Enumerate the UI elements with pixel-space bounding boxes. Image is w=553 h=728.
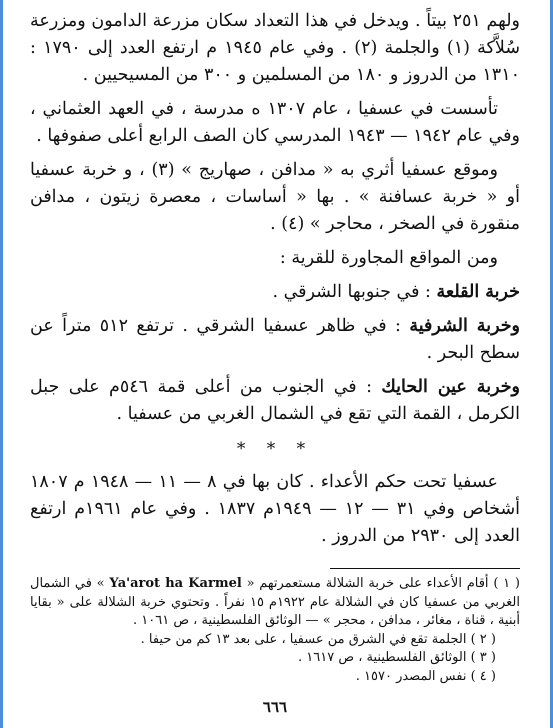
footnote-1-latin-name: Ya'arot ha Karmel bbox=[109, 576, 242, 591]
footnote-divider bbox=[330, 568, 520, 569]
site-item bbox=[30, 313, 520, 367]
footnote-1-lead: ( ١ ) أقام الأعداء على خربة الشلالة مستعمرتهم « bbox=[246, 576, 520, 591]
paragraph-nearby-intro: ومن المواقع المجاورة للقرية : bbox=[279, 248, 498, 268]
site-item bbox=[30, 374, 520, 428]
site-name: وخربة عين الحايك bbox=[381, 377, 520, 397]
site-name: خربة القلعة bbox=[436, 282, 520, 302]
section-separator: * * * bbox=[236, 439, 314, 459]
main-text bbox=[30, 8, 520, 550]
site-text: : في ظاهر عسفيا الشرقي . ترتفع ٥١٢ متراً عن سطح البحر . bbox=[30, 316, 520, 363]
site-text: : في الجنوب من أعلى قمة ٥٤٦م على جبل الكرمل ، القمة التي تقع في الشمال الغربي من عسفيا . bbox=[30, 377, 520, 424]
window-frame-left bbox=[0, 0, 3, 728]
paragraph-school: تأسست في عسفيا ، عام ١٣٠٧ ه مدرسة ، في العهد العثماني ، وفي عام ١٩٤٢ — ١٩٤٣ المدرسي كان الصف الرابع أعلى صفوفها . bbox=[30, 99, 520, 146]
footnote-4: ( ٤ ) نفس المصدر ١٥٧٠ . bbox=[355, 668, 496, 684]
footnotes bbox=[30, 575, 520, 686]
site-name: وخربة الشرفية bbox=[409, 316, 520, 336]
footnote-2: ( ٢ ) الجلمة تقع في الشرق من عسفيا ، على بعد ١٣ كم من حيفا . bbox=[140, 631, 496, 647]
paragraph-archaeology: وموقع عسفيا أثري به « مدافن ، صهاريج » (٣) ، و خربة عسفيا أو « خربة عسافنة » . بها « أساسات ، معصرة زيتون ، مدافن منقورة في الصخر ، محاجر » (٤) . bbox=[30, 160, 520, 234]
site-item bbox=[30, 279, 520, 306]
document-page bbox=[30, 8, 520, 720]
footnote-1 bbox=[30, 575, 520, 631]
page-number: ٦٦٦ bbox=[262, 698, 288, 716]
paragraph-closing: عسفيا تحت حكم الأعداء . كان بها في ٨ — ١١ — ١٩٤٨ م ١٨٠٧ أشخاص وفي ٣١ — ١٢ — ١٩٤٩م ١٨٣٧ . وفي عام ١٩٦١م ارتفع العدد إلى ٢٩٣٠ من الدروز . bbox=[30, 472, 520, 546]
footnote-1-rest: » في الشمال الغربي من عسفيا كان في الشلالة عام ١٩٢٢م ١٥ نفراً . وتحتوي خربة الشلالة على « بقايا أبنية ، قناة ، مغائر ، مدافن ، محجر » — الوثائق الفلسطينية ، ص ١٠٦١ . bbox=[30, 576, 520, 628]
paragraph-population: ولهم ٢٥١ بيتاً . ويدخل في هذا التعداد سكان مزرعة الدامون ومزرعة سُلاَّكة (١) والجلمة (٢) . وفي عام ١٩٤٥ م ارتفع العدد إلى ١٧٩٠ : ١٣١٠ من الدروز و ١٨٠ من المسلمين و ٣٠٠ من المسيحيين . bbox=[30, 11, 520, 85]
site-text: : في جنوبها الشرقي . bbox=[272, 282, 431, 302]
footnote-3: ( ٣ ) الوثائق الفلسطينية ، ص ١٦١٧ . bbox=[298, 650, 496, 665]
